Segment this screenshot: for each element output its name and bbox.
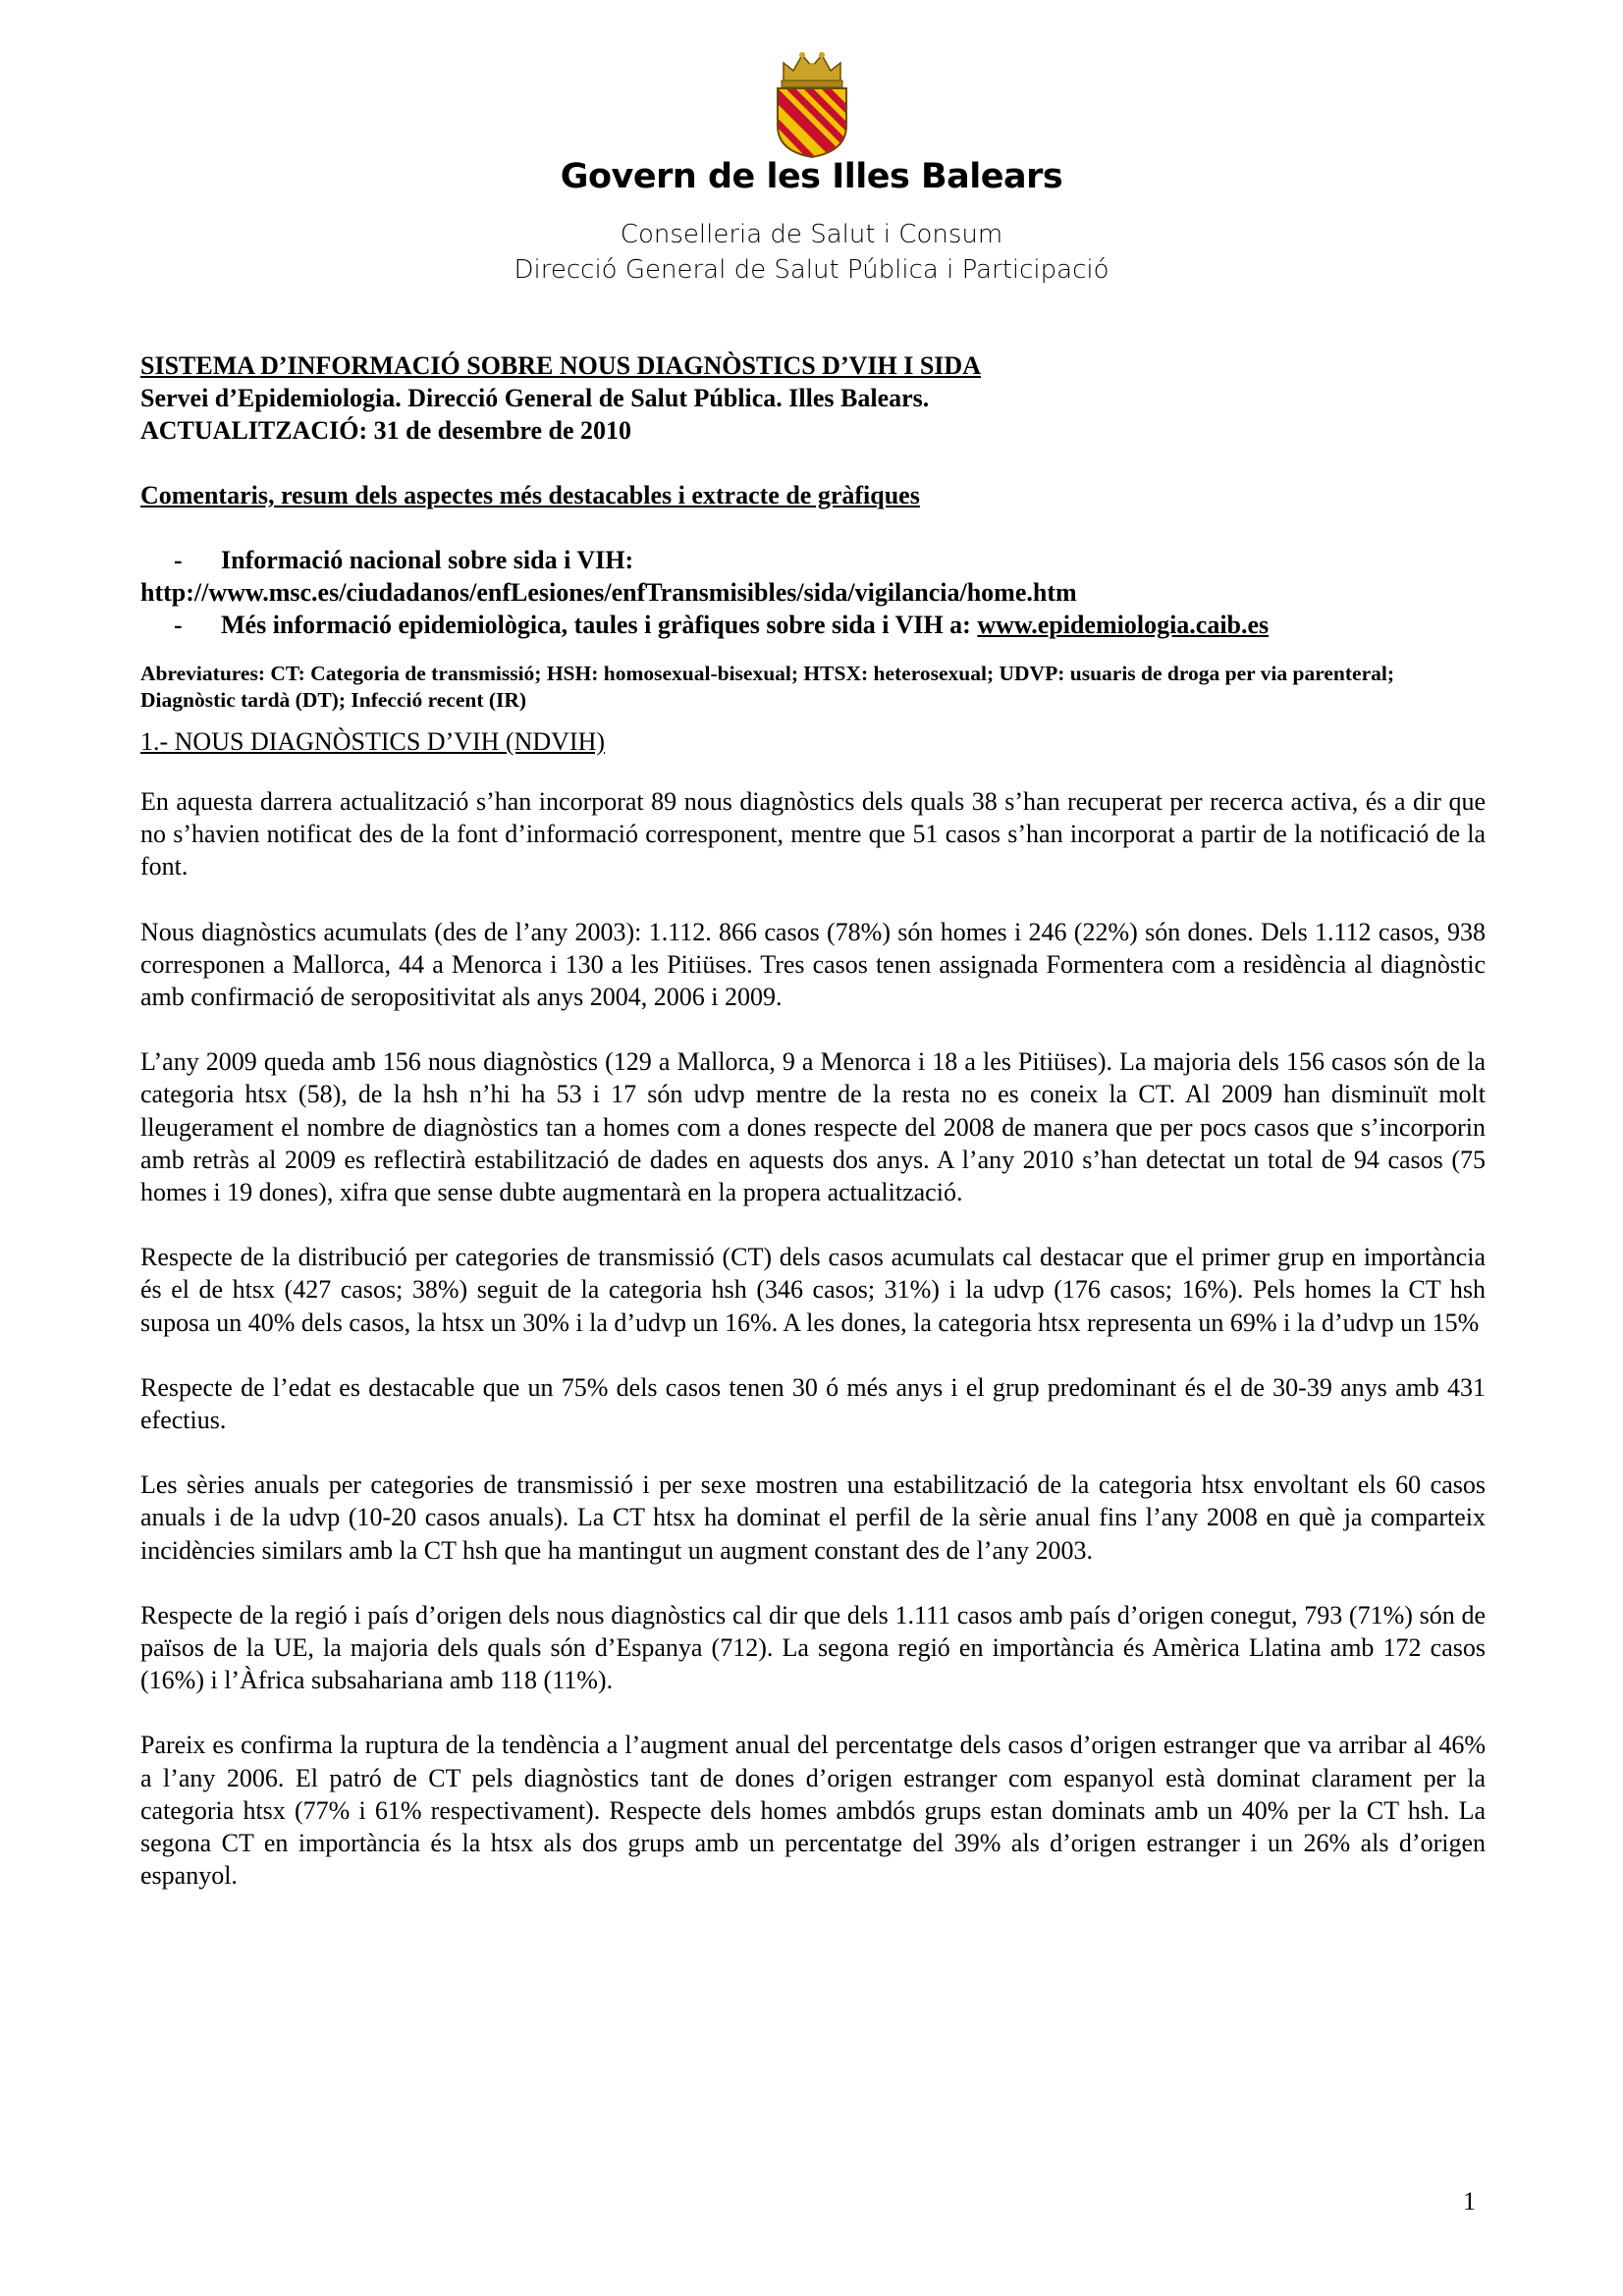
service-line: Servei d’Epidemiologia. Direcció General de Salut Pública. Illes Balears.	[140, 384, 930, 412]
logo-block	[0, 49, 1623, 159]
paragraph: En aquesta darrera actualització s’han incorporat 89 nous diagnòstics dels quals 38 s’han recuperat per recerca activa, és a dir que no s’havien notificat des de la font d’informació corresponent, mentre que 51 casos s’han incorporat a partir de la notificació de la font.	[140, 787, 1486, 881]
paragraph: L’any 2009 queda amb 156 nous diagnòstics (129 a Mallorca, 9 a Menorca i 18 a les Pitiüses). La majoria dels 156 casos són de la categoria htsx (58), de la hsh n’hi ha 53 i 17 són udvp mentre de la resta no es coneix la CT. Al 2009 han disminuït molt lleugerament el nombre de diagnòstics tan a homes com a dones respecte del 2008 de manera que per pocs casos que s’incorporin amb retràs al 2009 es reflectirà estabilització de dades en aquests dos anys. A l’any 2010 s’han detectat un total de 94 casos (75 homes i 19 dones), xifra que sense dubte augmentarà en la propera actualització.	[140, 1047, 1486, 1207]
directorate-name: Direcció General de Salut Pública i Participació	[514, 255, 1109, 285]
national-info-label: Informació nacional sobre sida i VIH:	[221, 546, 634, 574]
national-info-url[interactable]: http://www.msc.es/ciudadanos/enfLesiones/enfTransmisibles/sida/vigilancia/home.htm	[140, 578, 1077, 607]
page-number: 1	[1463, 2187, 1476, 2216]
paragraph: Respecte de l’edat es destacable que un 75% dels casos tenen 30 ó més anys i el grup predominant és el de 30-39 anys amb 431 efectius.	[140, 1372, 1486, 1435]
comments-heading: Comentaris, resum dels aspectes més destacables i extracte de gràfiques	[140, 481, 920, 509]
national-info-bullet	[140, 544, 1486, 576]
bullet-dash: -	[174, 611, 183, 639]
dept-name: Conselleria de Salut i Consum	[620, 220, 1003, 249]
paragraph: Pareix es confirma la ruptura de la tendència a l’augment anual del percentatge dels casos d’origen estranger que va arribar al 46% a l’any 2006. El patró de CT pels diagnòstics tant de dones d’origen estranger com espanyol està dominat clarament per la categoria htsx (77% i 61% respectivament). Respecte dels homes ambdós grups estan dominats amb un 40% per la CT hsh. La segona CT en importància és la htsx als dos grups amb un percentatge del 39% als d’origen estranger i un 26% als d’origen espanyol.	[140, 1731, 1486, 1891]
paragraph: Respecte de la distribució per categories de transmissió (CT) dels casos acumulats cal destacar que el primer grup en importància és el de htsx (427 casos; 38%) seguit de la categoria hsh (346 casos; 31%) i la udvp (176 casos; 16%). Pels homes la CT hsh suposa un 40% dels casos, la htsx un 30% i la d’udvp un 16%. A les dones, la categoria htsx representa un 69% i la d’udvp un 15%	[140, 1243, 1486, 1337]
section-title: 1.- NOUS DIAGNÒSTICS D’VIH (NDVIH)	[140, 727, 606, 756]
paragraph: Respecte de la regió i país d’origen dels nous diagnòstics cal dir que dels 1.111 casos amb país d’origen conegut, 793 (71%) són de països de la UE, la majoria dels quals són d’Espanya (712). La segona regió en importància és Amèrica Llatina amb 172 casos (16%) i l’Àfrica subsahariana amb 118 (11%).	[140, 1600, 1486, 1695]
balearic-crest-icon	[770, 49, 854, 159]
bullet-dash: -	[174, 546, 183, 574]
update-line: ACTUALITZACIÓ: 31 de desembre de 2010	[140, 416, 632, 445]
system-title: SISTEMA D’INFORMACIÓ SOBRE NOUS DIAGNÒSTICS D’VIH I SIDA	[140, 351, 981, 380]
paragraph: Nous diagnòstics acumulats (des de l’any 2003): 1.112. 866 casos (78%) són homes i 246 (22%) són dones. Dels 1.112 casos, 938 corresponen a Mallorca, 44 a Menorca i 130 a les Pitiüses. Tres casos tenen assignada Formentera com a residència al diagnòstic amb confirmació de seropositivitat als anys 2004, 2006 i 2009.	[140, 917, 1486, 1012]
abbreviations: Abreviatures: CT: Categoria de transmissió; HSH: homosexual-bisexual; HTSX: heterosexual; UDVP: usuaris de droga per via parenteral; Diagnòstic tardà (DT); Infecció recent (IR)	[140, 662, 1395, 712]
more-info-bullet	[140, 609, 1486, 641]
document-body	[140, 349, 1486, 1892]
org-name: Govern de les Illes Balears	[560, 157, 1063, 196]
more-info-link[interactable]: www.epidemiologia.caib.es	[977, 611, 1270, 639]
paragraph: Les sèries anuals per categories de transmissió i per sexe mostren una estabilització de la categoria htsx envoltant els 60 casos anuals i de la udvp (10-20 casos anuals). La CT htsx ha dominat el perfil de la sèrie anual fins l’any 2008 en què ja comparteix incidències similars amb la CT hsh que ha mantingut un augment constant des de l’any 2003.	[140, 1470, 1486, 1565]
more-info-label: Més informació epidemiològica, taules i gràfiques sobre sida i VIH a:	[221, 611, 978, 639]
